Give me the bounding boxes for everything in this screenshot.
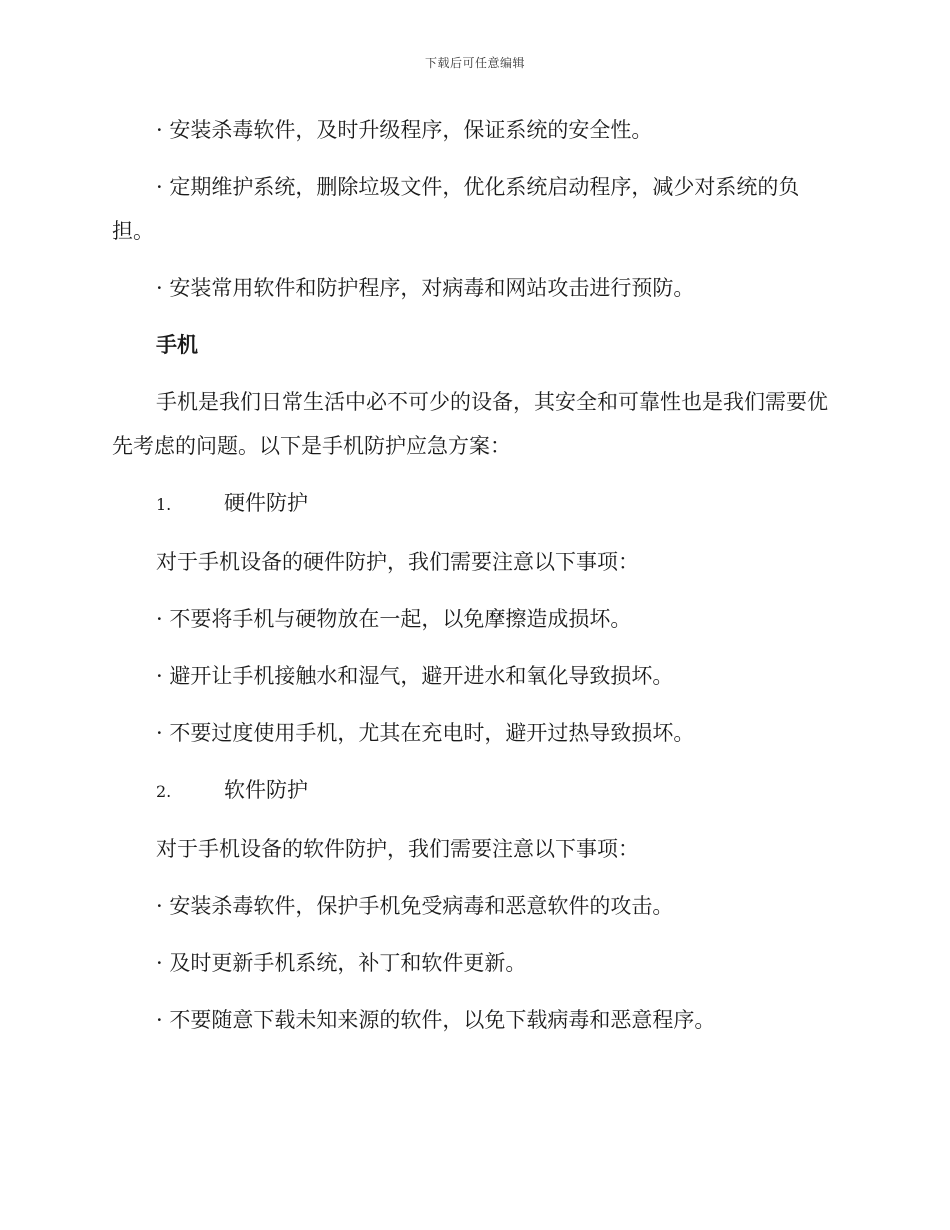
phone-intro-paragraph: 手机是我们日常生活中必不可少的设备，其安全和可靠性也是我们需要优先考虑的问题。以下是手机防护应急方案： (112, 390, 828, 458)
bullet-software-2: · 及时更新手机系统，补丁和软件更新。 (156, 951, 527, 975)
bullet-hardware-3: · 不要过度使用手机，尤其在充电时，避开过热导致损坏。 (156, 721, 695, 745)
item-number: 1. (156, 495, 172, 514)
bullet-maintain-system: · 定期维护系统，删除垃圾文件，优化系统启动程序，减少对系统的负担。 (112, 175, 800, 243)
section-heading-phone: 手机 (156, 333, 198, 357)
bullet-software-3: · 不要随意下载未知来源的软件，以免下载病毒和恶意程序。 (156, 1008, 716, 1032)
bullet-install-antivirus: · 安装杀毒软件，及时升级程序，保证系统的安全性。 (156, 118, 653, 142)
item-number: 2. (156, 782, 172, 801)
numbered-item-hardware (112, 481, 832, 527)
bullet-install-protection: · 安装常用软件和防护程序，对病毒和网站攻击进行预防。 (156, 276, 695, 300)
software-intro-paragraph: 对于手机设备的软件防护，我们需要注意以下事项： (156, 837, 639, 861)
bullet-hardware-1: · 不要将手机与硬物放在一起，以免摩擦造成损坏。 (156, 607, 632, 631)
numbered-item-software (112, 768, 832, 814)
document-body (112, 108, 832, 1055)
bullet-software-1: · 安装杀毒软件，保护手机免受病毒和恶意软件的攻击。 (156, 894, 674, 918)
hardware-intro-paragraph: 对于手机设备的硬件防护，我们需要注意以下事项： (156, 550, 639, 574)
item-label: 软件防护 (224, 778, 308, 802)
item-label: 硬件防护 (224, 491, 308, 515)
bullet-hardware-2: · 避开让手机接触水和湿气，避开进水和氧化导致损坏。 (156, 664, 674, 688)
page-header: 下载后可任意编辑 (424, 56, 525, 70)
